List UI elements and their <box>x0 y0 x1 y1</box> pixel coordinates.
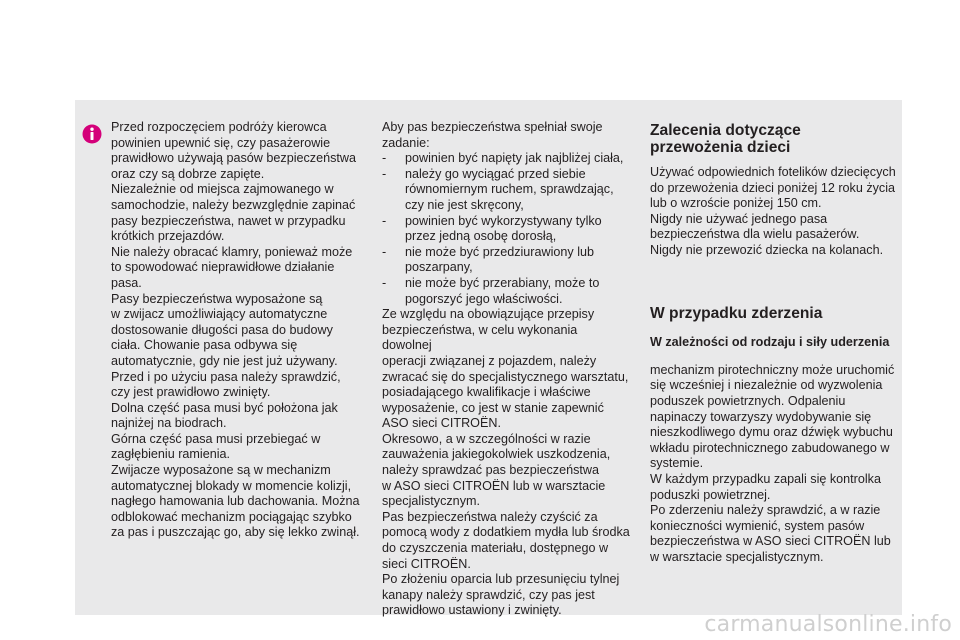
collision-section-text <box>650 363 902 566</box>
text-line: automatycznie, gdy nie jest już używany. <box>111 353 338 368</box>
seatbelt-requirements-list <box>382 151 630 307</box>
seatbelt-usage-text <box>111 120 361 541</box>
text-line: bezpieczeństwa dla wielu pasażerów. <box>650 227 860 242</box>
text-line: poduszki powietrznej. <box>650 487 771 502</box>
text-line: zagłębieniu ramienia. <box>111 447 231 462</box>
text-line: Aby pas bezpieczeństwa spełniał swoje <box>382 120 603 134</box>
text-line: sieci CITROËN. <box>382 556 471 571</box>
seatbelt-requirements-intro <box>382 120 630 151</box>
list-item-line: - nie może być przerabiany, może to <box>405 275 600 290</box>
children-section-title <box>650 122 900 156</box>
text-line: samochodzie, należy bezwzględnie zapinać <box>111 197 356 212</box>
text-line: do przewożenia dzieci poniżej 12 roku życia <box>650 180 896 195</box>
list-item-line: - nie może być przedziurawiony lub <box>405 244 594 259</box>
list-item-line: czy nie jest skręcony, <box>405 197 524 212</box>
text-line: napinaczy towarzyszy wydobywanie się <box>650 409 872 424</box>
text-line: mechanizm pirotechniczny może uruchomić <box>650 362 895 377</box>
seatbelt-care-column <box>382 120 630 619</box>
text-line: Po zderzeniu należy sprawdzić, a w razie <box>650 503 881 518</box>
text-line: bezpieczeństwa, w celu wykonania dowolnej <box>382 322 578 353</box>
collision-section <box>650 305 902 566</box>
text-line: w zwijacz umożliwiający automatyczne <box>111 307 328 322</box>
text-line: nagłego hamowania lub dachowania. Można <box>111 494 360 509</box>
children-section-text <box>650 165 900 259</box>
text-line: się wcześniej i niezależnie od wyzwolenia <box>650 378 883 393</box>
text-line: czy jest prawidłowo zwinięty. <box>111 385 271 400</box>
text-line: Dolna część pasa musi być położona jak <box>111 400 338 415</box>
text-line: zauważenia jakiegokolwiek uszkodzenia, <box>382 447 611 462</box>
list-item-line: - należy go wyciągać przed siebie <box>405 166 586 181</box>
watermark: carmanualsonline.info <box>704 612 952 637</box>
seatbelt-maintenance-text <box>382 307 630 619</box>
text-line: automatycznej blokady w momencie kolizji, <box>111 478 352 493</box>
text-line: pasa. <box>111 275 142 290</box>
text-line: prawidłowo ustawiony i zwinięty. <box>382 603 562 618</box>
info-icon <box>82 124 102 144</box>
text-line: specjalistycznym. <box>382 494 480 509</box>
text-line: to spowodować nieprawidłowe działanie <box>111 260 335 275</box>
list-item-line: pogorszyć jego właściwości. <box>405 291 563 306</box>
title-line: przewożenia dzieci <box>650 139 791 156</box>
text-line: pomocą wody z dodatkiem mydła lub środka <box>382 525 630 540</box>
text-line: Nigdy nie używać jednego pasa <box>650 211 828 226</box>
text-line: w ASO sieci CITROËN lub w warsztacie <box>382 478 606 493</box>
list-item-line: równomiernym ruchem, sprawdzając, <box>405 182 614 197</box>
text-line: Okresowo, a w szczególności w razie <box>382 431 591 446</box>
text-line: oraz czy są dobrze zapięte. <box>111 166 265 181</box>
list-item <box>382 245 630 276</box>
list-item-line: - powinien być napięty jak najbliżej ciała, <box>405 151 624 166</box>
text-line: bezpieczeństwa w ASO sieci CITROËN lub <box>650 534 891 549</box>
list-item <box>382 167 630 214</box>
text-line: systemie. <box>650 456 704 471</box>
text-line: W każdym przypadku zapali się kontrolka <box>650 471 881 486</box>
text-line: Górna część pasa musi przebiegać w <box>111 431 321 446</box>
text-line: do czyszczenia materiału, dostępnego w <box>382 541 609 556</box>
list-item <box>382 214 630 245</box>
text-line: wkładu pirotechnicznego zabudowanego w <box>650 440 890 455</box>
seatbelt-usage-column <box>111 120 361 541</box>
text-line: nieszkodliwego dymu oraz dźwięk wybuchu <box>650 425 893 440</box>
text-line: prawidłowo używają pasów bezpieczeństwa <box>111 151 357 166</box>
text-line: ASO sieci CITROËN. <box>382 416 501 431</box>
text-line: Pasy bezpieczeństwa wyposażone są <box>111 291 323 306</box>
text-line: należy sprawdzać pas bezpieczeństwa <box>382 463 600 478</box>
text-line: Nigdy nie przewozić dziecka na kolanach. <box>650 242 884 257</box>
title-line: Zalecenia dotyczące <box>650 122 801 139</box>
text-line: Po złożeniu oparcia lub przesunięciu tylnej <box>382 572 620 587</box>
list-item-line: - powinien być wykorzystywany tylko <box>405 213 602 228</box>
text-line: konieczności wymienić, system pasów <box>650 518 865 533</box>
text-line: pasy bezpieczeństwa, nawet w przypadku <box>111 213 346 228</box>
list-item <box>382 151 630 167</box>
text-line: Ze względu na obowiązujące przepisy <box>382 307 595 322</box>
text-line: zadanie: <box>382 135 430 150</box>
text-line: operacji związanej z pojazdem, należy <box>382 353 597 368</box>
text-line: poduszek powietrznych. Odpaleniu <box>650 393 846 408</box>
text-line: Przed i po użyciu pasa należy sprawdzić, <box>111 369 341 384</box>
text-line: Nie należy obracać klamry, ponieważ może <box>111 244 353 259</box>
text-line: powinien upewnić się, czy pasażerowie <box>111 135 331 150</box>
text-line: Używać odpowiednich fotelików dziecięcych <box>650 165 896 179</box>
text-line: lub o wzroście poniżej 150 cm. <box>650 196 822 211</box>
text-line: Niezależnie od miejsca zajmowanego w <box>111 182 334 197</box>
collision-section-lead: W zależności od rodzaju i siły uderzenia <box>650 334 890 349</box>
text-line: posiadającego kwalifikacje i właściwe <box>382 385 591 400</box>
collision-section-title: W przypadku zderzenia <box>650 305 823 322</box>
text-line: ciała. Chowanie pasa odbywa się <box>111 338 298 353</box>
text-line: Przed rozpoczęciem podróży kierowca <box>111 120 327 134</box>
text-line: krótkich przejazdów. <box>111 229 225 244</box>
list-item-line: przez jedną osobę dorosłą, <box>405 229 557 244</box>
text-line: kanapy należy sprawdzić, czy pas jest <box>382 587 595 602</box>
list-item <box>382 276 630 307</box>
text-line: w warsztacie specjalistycznym. <box>650 549 824 564</box>
text-line: odblokować mechanizm pociągając szybko <box>111 509 352 524</box>
text-line: zwracać się do specjalistycznego warsztatu, <box>382 369 629 384</box>
text-line: najniżej na biodrach. <box>111 416 227 431</box>
text-line: Zwijacze wyposażone są w mechanizm <box>111 463 331 478</box>
text-line: wyposażenie, co jest w stanie zapewnić <box>382 400 604 415</box>
text-line: za pas i puszczając go, aby się lekko zwinął. <box>111 525 360 540</box>
list-item-line: poszarpany, <box>405 260 473 275</box>
text-line: dostosowanie długości pasa do budowy <box>111 322 333 337</box>
text-line: Pas bezpieczeństwa należy czyścić za <box>382 509 598 524</box>
children-section <box>650 120 900 259</box>
